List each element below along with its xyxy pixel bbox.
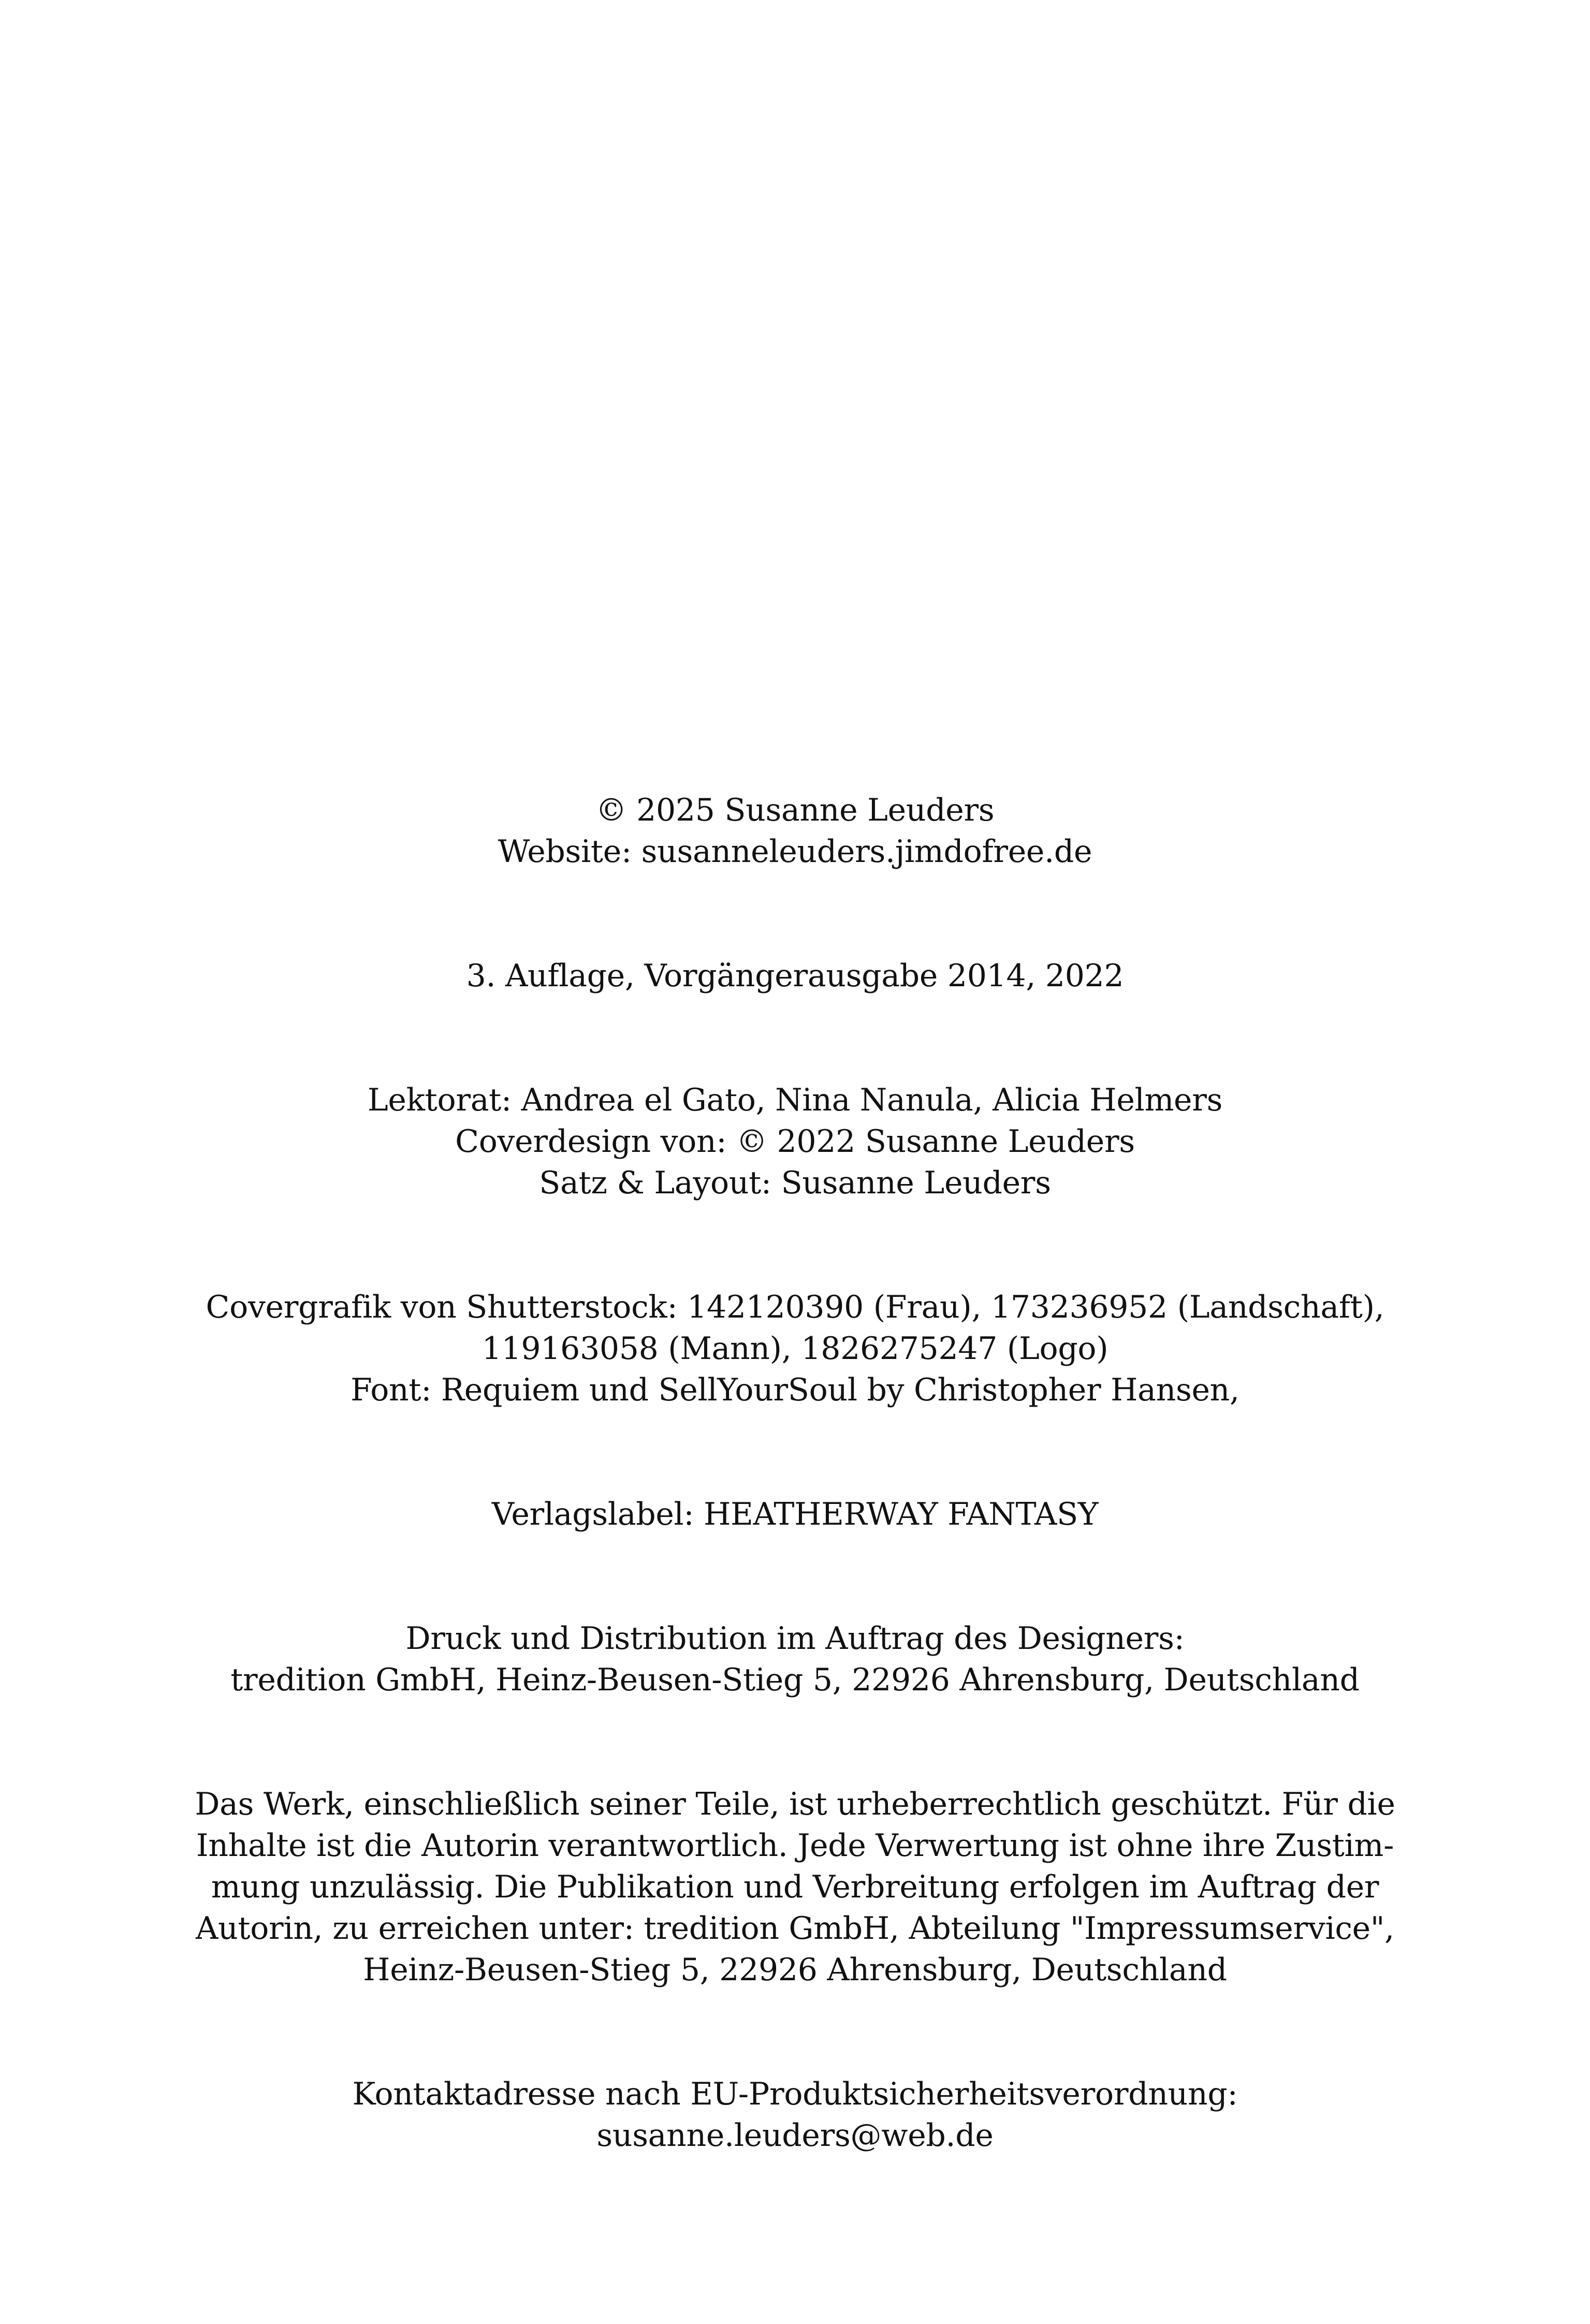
- contact-heading-line: Kontaktadresse nach EU-Produktsicherheitsverordnung:: [352, 2076, 1238, 2112]
- rights-line-2: Inhalte ist die Autorin verantwortlich. Jede Verwertung ist ohne ihre Zustim-: [196, 1828, 1394, 1864]
- rights-block: [155, 1784, 1435, 1991]
- rights-line-1: Das Werk, einschließlich seiner Teile, ist urheberrechtlich geschützt. Für die: [195, 1786, 1395, 1822]
- editing-credit-line: Lektorat: Andrea el Gato, Nina Nanula, Alicia Helmers: [367, 1082, 1223, 1118]
- coverdesign-credit-line: Coverdesign von: © 2022 Susanne Leuders: [455, 1123, 1135, 1160]
- website-line: Website: susanneleuders.jimdofree.de: [498, 834, 1092, 870]
- font-credit-line: Font: Requiem und SellYourSoul by Christopher Hansen,: [351, 1372, 1239, 1408]
- edition-block: [155, 955, 1435, 997]
- cover-graphics-line-2: 119163058 (Mann), 1826275247 (Logo): [482, 1331, 1108, 1367]
- publisher-label-line: Verlagslabel: HEATHERWAY FANTASY: [491, 1496, 1099, 1532]
- layout-credit-line: Satz & Layout: Susanne Leuders: [539, 1165, 1051, 1201]
- rights-line-4: Autorin, zu erreichen unter: tredition GmbH, Abteilung "Impressumservice",: [196, 1910, 1394, 1947]
- contact-email-line: susanne.leuders@web.de: [596, 2117, 994, 2154]
- cover-graphics-block: [155, 1287, 1435, 1411]
- distribution-address-line: tredition GmbH, Heinz-Beusen-Stieg 5, 22926 Ahrensburg, Deutschland: [230, 1662, 1360, 1698]
- credits-block: [155, 1079, 1435, 1204]
- rights-line-3: mung unzulässig. Die Publikation und Verbreitung erfolgen im Auftrag der: [211, 1869, 1379, 1905]
- copyright-block: [155, 790, 1435, 872]
- distribution-block: [155, 1618, 1435, 1701]
- publisher-label-block: [155, 1494, 1435, 1535]
- copyright-line: © 2025 Susanne Leuders: [595, 792, 995, 828]
- contact-block: [155, 2073, 1435, 2156]
- cover-graphics-line-1: Covergrafik von Shutterstock: 142120390 (Frau), 173236952 (Landschaft),: [206, 1289, 1384, 1325]
- rights-line-5: Heinz-Beusen-Stieg 5, 22926 Ahrensburg, Deutschland: [363, 1952, 1227, 1988]
- edition-line: 3. Auflage, Vorgängerausgabe 2014, 2022: [466, 958, 1124, 994]
- imprint-section: [155, 790, 1435, 2156]
- distribution-line-1: Druck und Distribution im Auftrag des Designers:: [405, 1620, 1185, 1657]
